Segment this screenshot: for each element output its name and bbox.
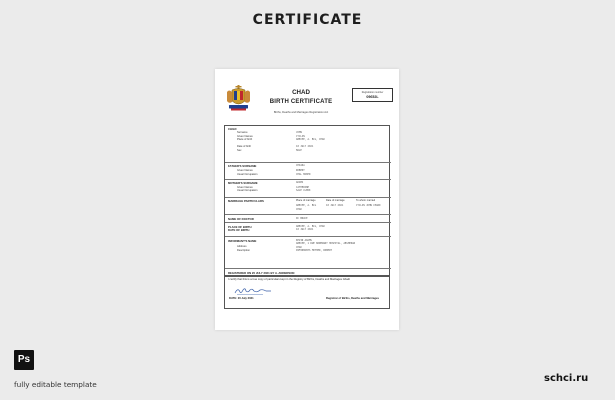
child-sex-value: MALE — [296, 148, 302, 152]
child-date-value: 10 JULY 2021 — [296, 145, 314, 148]
father-occupation-value: CHAL MAKER — [296, 172, 311, 176]
doctor-heading: NAME OF DOCTOR — [228, 216, 254, 221]
certification-box — [224, 275, 390, 309]
child-surname-value: JOHN — [296, 131, 302, 134]
father-given-names-label: Given Names — [237, 169, 253, 172]
marriage-place-column: Place of marriage — [296, 199, 316, 202]
date-of-birth-value: 10 JULY 2021 — [296, 228, 314, 231]
informant-address-country: CHAD — [296, 245, 302, 249]
template-caption: fully editable template — [14, 380, 97, 389]
marriage-spouse-column: To whom married — [356, 199, 376, 202]
doctor-value: DC BRUCE — [296, 216, 308, 220]
informant-address-label: Address — [237, 245, 247, 248]
child-section — [225, 126, 391, 163]
photoshop-logo-icon: Ps — [14, 350, 34, 370]
child-sex-label: Sex — [237, 148, 242, 152]
registration-number-box — [352, 88, 393, 102]
certification-date: DATE: 20 July 2021 — [229, 297, 254, 300]
birth-certificate-document — [215, 69, 399, 330]
mother-occupation-value: SALE CLERK — [296, 189, 311, 192]
marriage-section — [225, 198, 391, 215]
document-country: CHAD — [292, 89, 310, 96]
child-place-label: Place of birth — [237, 138, 253, 141]
registrar-signature — [233, 286, 273, 295]
informant-section — [225, 237, 391, 269]
child-given-names-value: CYCLIN — [296, 134, 305, 138]
child-surname-label: Surname — [237, 131, 248, 134]
registrar-title: Registrar of Births, Deaths and Marriages — [326, 297, 380, 300]
mother-occupation-label: Usual Occupation — [237, 189, 258, 192]
marriage-country-value: CHAD — [296, 207, 302, 211]
doctor-section — [225, 215, 391, 223]
informant-address-value: ABECHE, 1 RUE NORMANDY HOSPITAL, ABSHERAN — [296, 242, 356, 245]
mother-section — [225, 180, 391, 198]
mother-surname-value: ADAMS — [296, 181, 304, 184]
registered-on-text: REGISTERED ON 20 JULY 2021 BY A. ANDERSON — [228, 270, 295, 275]
mother-given-names-label: Given Names — [237, 185, 253, 189]
place-of-birth-heading: PLACE OF BIRTH — [228, 224, 252, 229]
father-occupation-label: Usual Occupation — [237, 172, 258, 176]
child-given-names-label: Given Names — [237, 134, 253, 138]
child-heading: CHILD — [228, 127, 237, 131]
site-watermark: schci.ru — [544, 373, 589, 384]
informant-heading: INFORMANT'S NAME — [228, 238, 257, 243]
mother-given-names-value: CATHERINE — [296, 185, 309, 189]
child-place-value: ABECHE, A. BIL, CHAD — [296, 138, 325, 141]
certification-statement: I certify that this is a true copy of particulars kept in the Registry of Births, Deaths and Marriages Ghadi — [228, 278, 350, 281]
particulars-table — [224, 125, 390, 277]
marriage-heading: MARRIAGE PARTICULARS — [228, 199, 264, 203]
marriage-date-value: 10 JULY 2021 — [326, 204, 344, 207]
document-subtitle: Births, Deaths and Marriages Registration Act — [273, 111, 329, 114]
date-of-birth-heading: DATE OF BIRTH — [228, 228, 250, 232]
document-title: BIRTH CERTIFICATE — [269, 99, 333, 105]
father-section — [225, 163, 391, 180]
marriage-date-column: Date of marriage — [326, 199, 345, 202]
place-of-birth-value: ABECHE, A. BIL, CHAD — [296, 224, 325, 228]
father-given-names-value: ROBERT — [296, 169, 305, 172]
coat-of-arms-icon — [226, 85, 251, 112]
father-heading: FATHER'S SURNAME — [228, 164, 257, 168]
place-of-birth-section — [225, 223, 391, 237]
marriage-place-value: ABECHE, A. BIL — [296, 204, 317, 207]
child-date-label: Date of birth — [237, 145, 252, 148]
page-title: CERTIFICATE — [252, 12, 363, 28]
informant-name-value: KEVIN ADAMS — [296, 238, 312, 242]
father-surname-value: CHIARA — [296, 164, 305, 167]
informant-description-label: Description — [237, 248, 250, 252]
mother-heading: MOTHER'S SURNAME — [228, 181, 258, 185]
informant-description-value: INFORMANTS MOTHER, ROBERT — [296, 249, 332, 252]
registration-label: Registration number — [361, 90, 384, 94]
marriage-spouse-value: CYCLIN JOHN CHARD — [356, 204, 381, 207]
registration-number: 09652L — [366, 94, 379, 99]
